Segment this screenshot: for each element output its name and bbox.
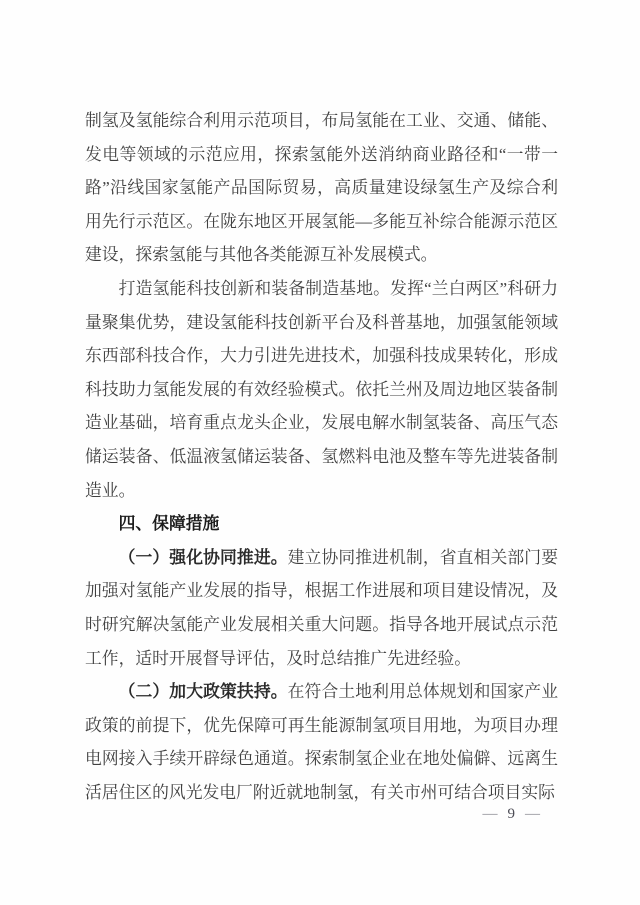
item-1-text: 建立协同推进机制，省直相关部门要加强对氢能产业发展的指导，根据工作进展和项目建设情况，及时研究解决氢能产业发展相关重大问题。指导各地开展试点示范工作，适时开展督导评估，及时总结推广先进经验。	[85, 547, 558, 668]
item-2-lead: （二）加大政策扶持。	[118, 682, 288, 702]
paragraph-item-2	[85, 675, 558, 809]
page-body	[85, 104, 558, 809]
item-1-lead: （一）强化协同推进。	[118, 547, 288, 567]
section-heading-safeguard-measures: 四、保障措施	[118, 514, 220, 534]
page-number	[483, 803, 541, 825]
paragraph-tech-innovation-base: 打造氢能科技创新和装备制造基地。发挥“兰白两区”科研力量聚集优势，建设氢能科技创新平台及科普基地，加强氢能领域东西部科技合作，大力引进先进技术，加强科技成果转化，形成科技助力氢能发展的有效经验模式。依托兰州及周边地区装备制造业基础，培育重点龙头企业，发展电解水制氢装备、高压气态储运装备、低温液氢储运装备、氢燃料电池及整车等先进装备制造业。	[85, 278, 558, 500]
paragraph-item-1	[85, 541, 558, 675]
page-number-right-dash: —	[525, 806, 540, 822]
paragraph-hydrogen-demo: 制氢及氢能综合利用示范项目，布局氢能在工业、交通、储能、发电等领域的示范应用，探索氢能外送消纳商业路径和“一带一路”沿线国家氢能产品国际贸易，高质量建设绿氢生产及综合利用先行示范区。在陇东地区开展氢能—多能互补综合能源示范区建设，探索氢能与其他各类能源互补发展模式。	[85, 111, 558, 265]
page-number-left-dash: —	[482, 806, 498, 822]
page-number-value: 9	[507, 806, 515, 822]
item-2-text: 在符合土地利用总体规划和国家产业政策的前提下，优先保障可再生能源制氢项目用地，为项目办理电网接入手续开辟绿色通道。探索制氢企业在地处偏僻、远离生活居住区的风光发电厂附近就地制氢，有关市州可结合项目实际	[85, 682, 558, 802]
